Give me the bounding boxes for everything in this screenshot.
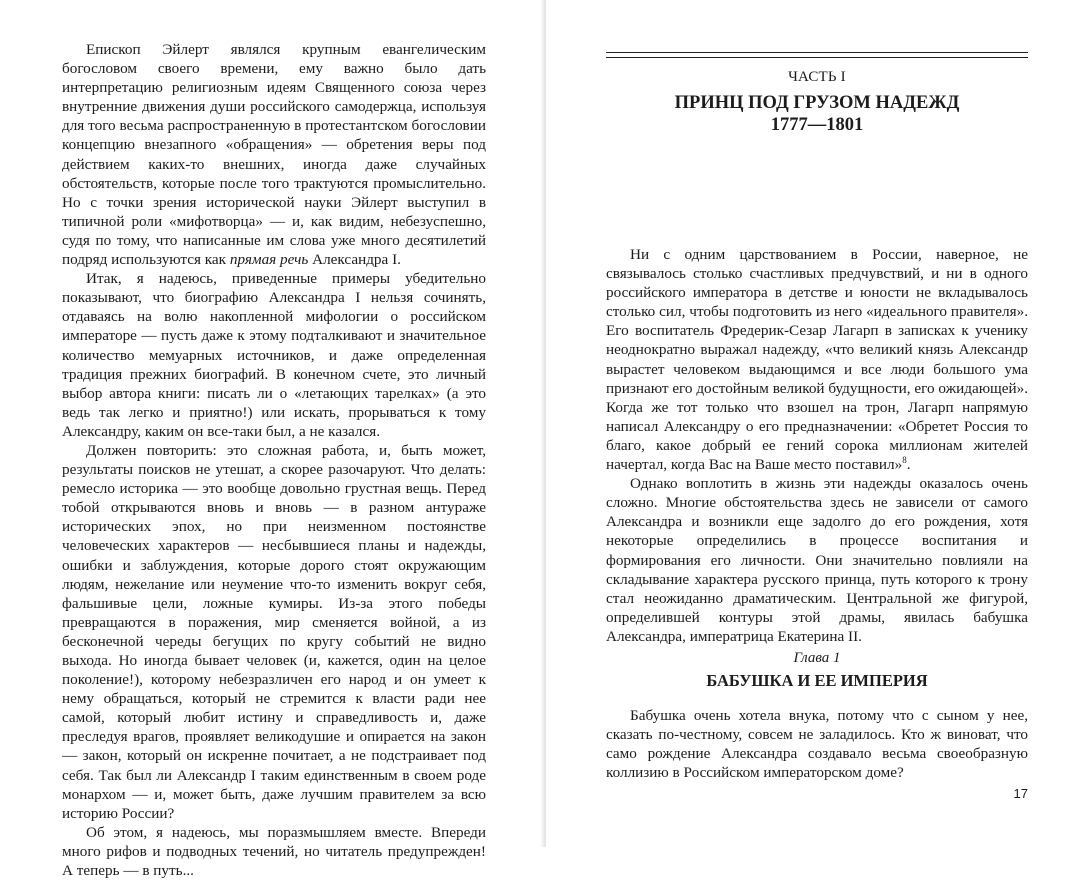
footnote-marker: 8 [902,454,907,465]
paragraph: Должен повторить: это сложная работа, и, быть может, результаты поисков не утешат, а скорее разочаруют. Что делать: ремесло историка — это вообще довольно грустная вещь. Перед тобой открываются вновь и вновь — в разном антураже исторических эпох, но при неизменном постоянстве человеческих характеров — несбывшиеся планы и надежды, ошибки и заблуждения, которые дорого стоят окружающим людям, нежелание или неумение что-то изменить вокруг себя, фальшивые цели, ложные кумиры. Из-за этого победы превращаются в поражения, мир сменяется войной, а из бесконечной череды бегущих по кругу событий не видно выхода. Но иногда бывает человек (и, кажется, один на целое поколение!), которому небезразличен его народ и он умеет к нему обращаться, который не стремится к власти ради нее самой, который любит истину и справедливость и, даже преследуя врагов, проявляет великодушие и опирается на закон — закон, который он искренне почитает, а не подстраивает под себя. Так был ли Александр I таким единственным в своем роде монархом — и, может быть, даже лучшим правителем за всю историю России? [62,441,486,822]
right-page-body [606,245,1028,646]
paragraph: Бабушка очень хотела внука, потому что с сыном у нее, сказать по-честному, совсем не заладилось. Кто ж виноват, что само рождение Александра создавало весьма своеобразную коллизию в Российском императорском доме? [606,707,1028,782]
left-page [0,0,544,880]
header-rule-top [606,52,1028,53]
paragraph-text: Епископ Эйлерт являлся крупным евангелическим богословом своего времени, ему важно было дать интерпретацию религиозным идеям Священного союза через внутренние движения души российского самодержца, используя для того весьма распространенную в протестантском богословии концепцию внезапного «обращения» — обретения веры под действием каких-то внешних, иногда даже случайных обстоятельств, которые после того трактуются промыслительно. Но с точки зрения исторической науки Эйлерт выступил в типичной роли «мифотворца» — и, как видим, небезуспешно, судя по тому, что написанные им слова уже много десятилетий подряд используются как [62,41,486,269]
part-label: ЧАСТЬ I [788,69,846,85]
paragraph-tail: Александра I. [308,251,401,269]
chapter-body [606,706,1028,782]
emphasized-text: прямая речь [229,251,309,269]
left-page-body [62,40,486,880]
header-rule-bottom [606,57,1028,58]
paragraph [62,40,486,269]
paragraph: Итак, я надеюсь, приведенные примеры убедительно показывают, что биографию Александра I нельзя сочинять, отдаваясь на волю накопленной мифологии о российском императоре — пусть даже к этому подталкивают и значительное количество мемуарных источников, и даже определенная традиция прежних биографий. В конечном счете, это личный выбор автора книги: писать ли о «летающих тарелках» (а это ведь так легко и приятно!) или искать, прорываться к тому Александру, каким он все-таки был, а не казался. [62,270,486,440]
part-title-line: ПРИНЦ ПОД ГРУЗОМ НАДЕЖД [674,93,960,113]
paragraph-tail: . [906,456,911,474]
paragraph: Об этом, я надеюсь, мы поразмышляем вместе. Впереди много рифов и подводных течений, но читатель предупрежден! А теперь — в путь... [62,823,486,880]
page-number: 17 [1013,786,1028,801]
chapter-label: Глава 1 [793,650,841,666]
paragraph: Однако воплотить в жизнь эти надежды оказалось очень сложно. Многие обстоятельства здесь не зависели от самого Александра и возникли еще задолго до его рождения, хотя некоторые определились в процессе воспитания и формирования его личности. Они значительно повлияли на складывание характера русского принца, путь которого к трону стал неожиданно драматическим. Центральной же фигурой, определившей контуры этой драмы, явилась бабушка Александра, императрица Екатерина II. [606,475,1028,645]
paragraph-text: Ни с одним царствованием в России, наверное, не связывалось столько счастливых предчувствий, и ни в одного российского императора в детстве и юности не вкладывалось столько сил, чтобы подготовить из него «идеального правителя». Его воспитатель Фредерик-Сезар Лагарп в записках к ученику неоднократно выражал надежду, «что великий князь Александр вырастет человеком выдающимся и все люди большого ума признают его достойным великой будущности, его ожидающей». Когда же тот только что взошел на трон, Лагарп напрямую написал Александру о его предназначении: «Обретет Россия то благо, какое добрый ее гений сорока миллионам жителей начертал, когда Вас на Ваше место поставил» [606,246,1028,474]
part-title [606,92,1028,136]
chapter-title: БАБУШКА И ЕЕ ИМПЕРИЯ [706,671,928,690]
part-years: 1777—1801 [770,115,864,135]
paragraph [606,245,1028,474]
